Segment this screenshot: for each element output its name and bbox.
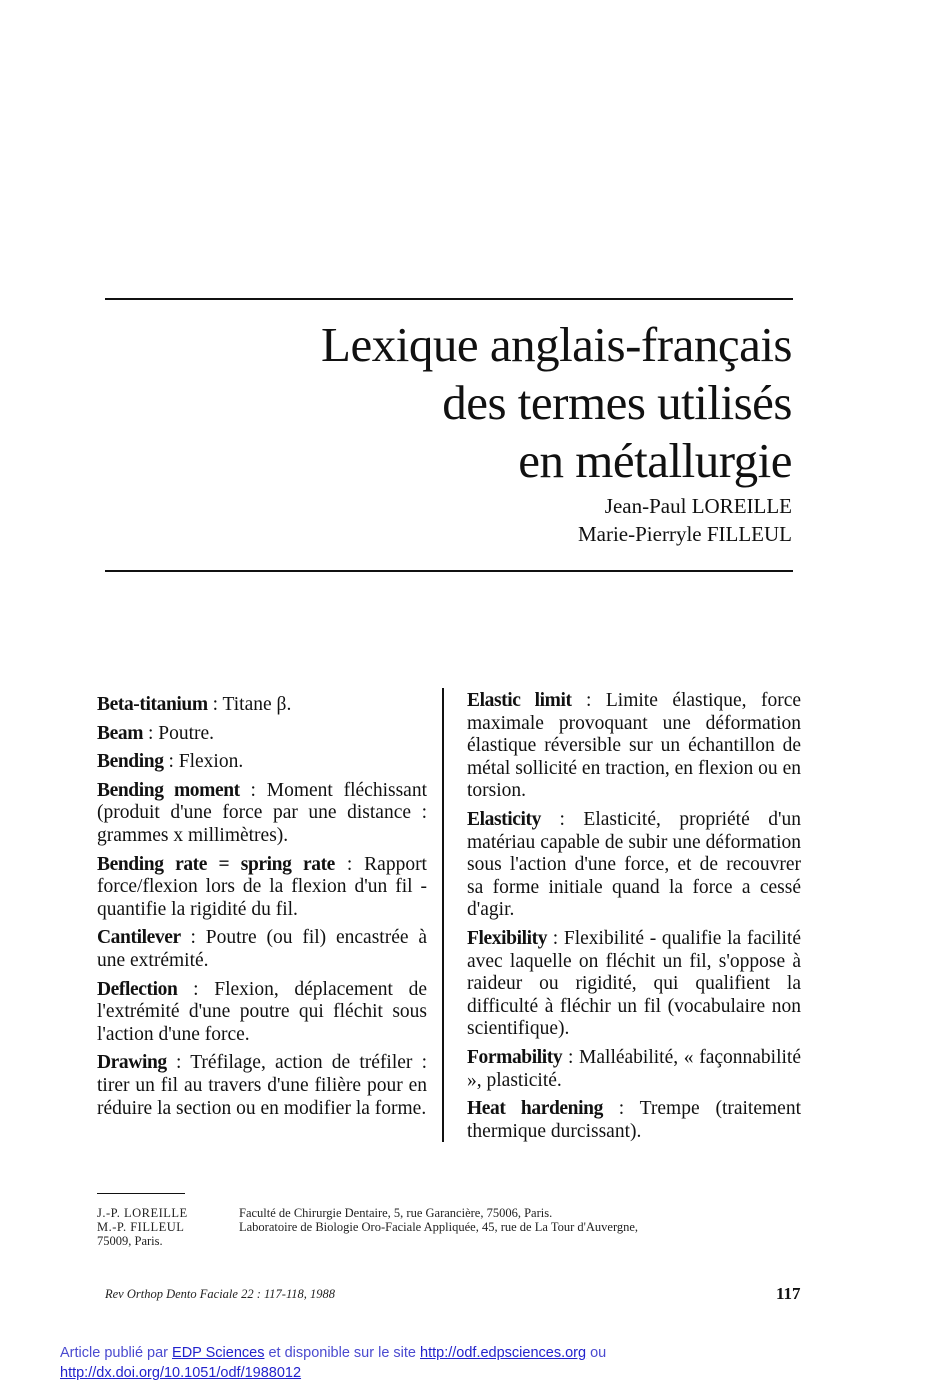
affiliation-address: Faculté de Chirurgie Dentaire, 5, rue Garancière, 75006, Paris.	[239, 1206, 553, 1220]
glossary-column-right	[467, 690, 801, 1149]
glossary-entry	[97, 979, 427, 1047]
glossary-definition: : Flexibilité - qualifie la facilité avec laquelle on fléchit un fil, s'oppose à raideur ou rigidité, qui qualifient la difficulté à fléchir un fil (vocabulaire non scientifique).	[467, 927, 801, 1040]
publisher-link[interactable]: EDP Sciences	[172, 1345, 265, 1361]
glossary-definition: : Tréfilage, action de tréfiler : tirer un fil au travers d'une filière pour en réduire la section ou en modifier la forme.	[97, 1052, 427, 1119]
glossary-definition: : Rapport force/flexion lors de la flexion d'un fil - quantifie la rigidité du fil.	[97, 853, 427, 920]
doi-link[interactable]: http://dx.doi.org/10.1051/odf/1988012	[60, 1365, 302, 1381]
article-title	[321, 316, 792, 490]
glossary-entry	[467, 809, 801, 922]
affiliation-address: Laboratoire de Biologie Oro-Faciale Appliquée, 45, rue de La Tour d'Auvergne,	[239, 1220, 639, 1234]
affiliation-line	[97, 1206, 797, 1220]
author-list	[578, 492, 792, 548]
glossary-entry	[97, 751, 427, 774]
title-line-2: des termes utilisés	[442, 375, 792, 430]
glossary-term: Formability	[467, 1046, 563, 1068]
glossary-definition: : Trempe (traitement thermique durcissant).	[467, 1098, 801, 1142]
header-top-rule	[105, 298, 793, 300]
glossary-term: Flexibility	[467, 927, 548, 949]
glossary-term: Bending rate = spring rate	[97, 853, 335, 875]
glossary-term: Beta-titanium	[97, 694, 208, 715]
affiliation-line	[97, 1220, 797, 1234]
glossary-entry	[467, 690, 801, 803]
notice-suffix: ou	[586, 1345, 607, 1361]
glossary-definition: : Moment fléchissant (produit d'une force par une distance : grammes x millimètres).	[97, 779, 427, 846]
column-divider	[442, 688, 444, 1142]
header-bottom-rule	[105, 570, 793, 572]
glossary-definition: : Flexion, déplacement de l'extrémité d'une poutre qui fléchit sous l'action d'une force.	[97, 978, 427, 1045]
glossary-term: Deflection	[97, 978, 178, 1000]
site-link[interactable]: http://odf.edpsciences.org	[420, 1345, 587, 1361]
title-line-3: en métallurgie	[518, 433, 792, 488]
glossary-term: Elasticity	[467, 808, 541, 830]
notice-middle: et disponible sur le site	[264, 1345, 421, 1361]
footnote-rule	[97, 1193, 185, 1194]
glossary-entry	[467, 928, 801, 1041]
glossary-term: Elastic limit	[467, 690, 572, 711]
notice-prefix: Article publié par	[60, 1345, 173, 1361]
glossary-term: Heat hardening	[467, 1098, 603, 1120]
author-name: Jean-Paul LOREILLE	[604, 494, 792, 518]
glossary-term: Drawing	[97, 1052, 167, 1074]
glossary-definition: : Malléabilité, « façonnabilité », plasticité.	[467, 1046, 801, 1091]
author-name: Marie-Pierryle FILLEUL	[577, 522, 792, 546]
glossary-definition: : Titane β.	[207, 694, 292, 715]
author-affiliations	[97, 1206, 797, 1248]
affiliation-author: J.-P. LOREILLE	[97, 1206, 188, 1220]
glossary-term: Bending	[97, 751, 164, 773]
journal-reference: Rev Orthop Dento Faciale 22 : 117-118, 1988	[105, 1287, 336, 1301]
publisher-notice	[60, 1343, 606, 1383]
affiliation-line: 75009, Paris.	[97, 1234, 163, 1248]
glossary-entry	[97, 780, 427, 848]
glossary-entry	[97, 694, 427, 717]
glossary-entry	[467, 1098, 801, 1143]
glossary-definition: : Elasticité, propriété d'un matériau capable de subir une déformation sous l'action d'une force, et de recouvrer sa forme initiale quand la force a cessé d'agir.	[467, 808, 801, 921]
glossary-definition: : Poutre (ou fil) encastrée à une extrémité.	[97, 927, 427, 971]
glossary-entry	[467, 1047, 801, 1092]
glossary-entry	[97, 854, 427, 922]
title-line-1: Lexique anglais-français	[321, 317, 792, 372]
page-number: 117	[776, 1284, 801, 1303]
glossary-term: Cantilever	[97, 927, 181, 949]
glossary-definition: : Flexion.	[163, 751, 244, 773]
glossary-entry	[97, 927, 427, 972]
affiliation-author: M.-P. FILLEUL	[97, 1220, 185, 1234]
glossary-definition: : Poutre.	[143, 722, 215, 744]
glossary-entry	[97, 723, 427, 746]
glossary-entry	[97, 1052, 427, 1120]
glossary-definition: : Limite élastique, force maximale provoquant une déformation élastique réversible sur un échantillon de métal sollicité en traction, en flexion ou en torsion.	[467, 690, 801, 802]
glossary-term: Bending moment	[97, 779, 240, 801]
glossary-column-left	[97, 694, 427, 1126]
glossary-term: Beam	[97, 722, 144, 744]
